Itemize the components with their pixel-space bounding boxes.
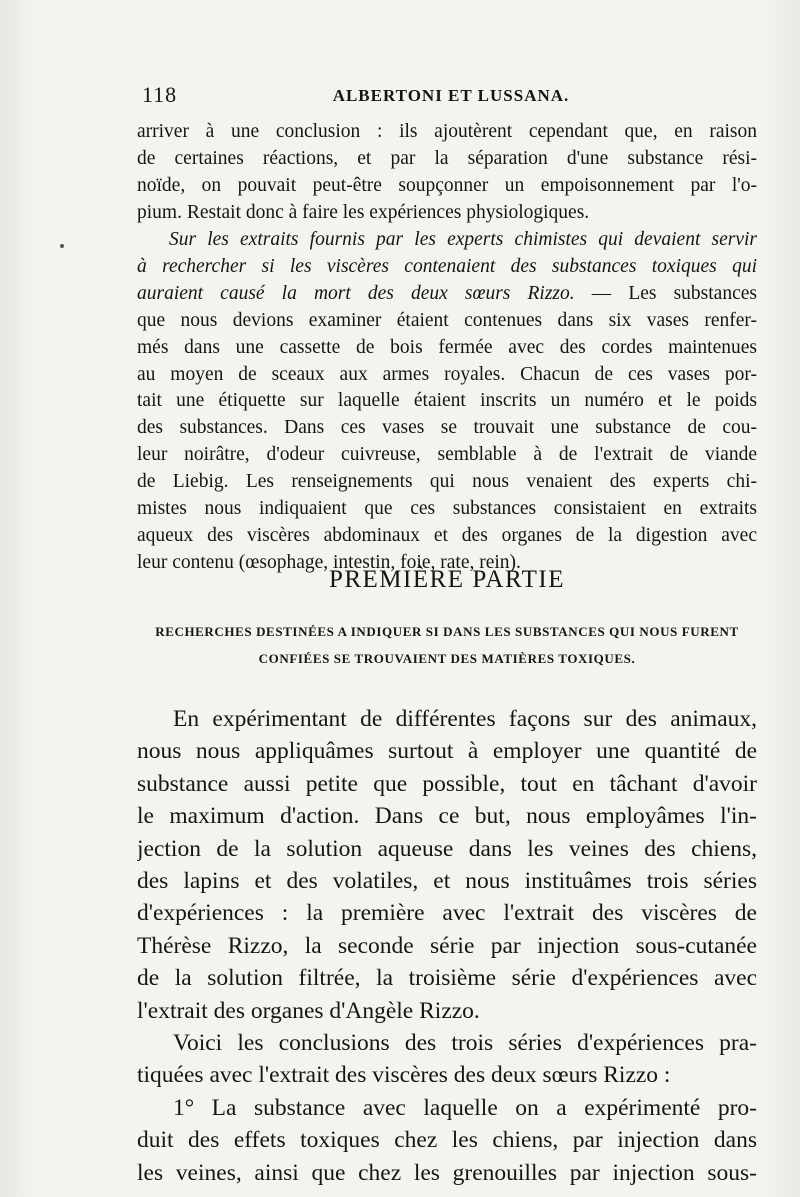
- italic-heading-end: auraient causé la mort des deux sœurs Rizzo.: [137, 282, 575, 304]
- section-subtitle: [137, 618, 757, 672]
- text-line: des substances. Dans ces vases se trouvait une substance de cou-: [137, 417, 757, 439]
- text-line: tiquées avec l'extrait des viscères des deux sœurs Rizzo :: [137, 1062, 671, 1089]
- text-line: le maximum d'action. Dans ce but, nous employâmes l'in-: [137, 803, 757, 830]
- text-line: substance aussi petite que possible, tout en tâchant d'avoir: [137, 770, 757, 797]
- text-line: aqueux des viscères abdominaux et des organes de la digestion avec: [137, 524, 757, 546]
- text-line: pium. Restait donc à faire les expériences physiologiques.: [137, 201, 590, 223]
- italic-heading-line: Sur les extraits fournis par les experts chimistes qui devaient servir: [169, 229, 757, 250]
- text-line: Thérèse Rizzo, la seconde série par injection sous-cutanée: [137, 932, 757, 959]
- body-paragraph-1: [137, 703, 757, 1027]
- text-line: leur noirâtre, d'odeur cuivreuse, semblable à de l'extrait de viande: [137, 444, 757, 466]
- ink-speck: [60, 244, 64, 248]
- text-line: més dans une cassette de bois fermée avec des cordes maintenues: [137, 336, 757, 358]
- text-line: que nous devions examiner étaient contenues dans six vases renfer-: [137, 309, 757, 331]
- section-title: PREMIÈRE PARTIE: [328, 566, 566, 593]
- text-line: duit des effets toxiques chez les chiens, par injection dans: [137, 1127, 757, 1154]
- text-line: mistes nous indiquaient que ces substances consistaient en extraits: [137, 498, 757, 520]
- text-line: tait une étiquette sur laquelle étaient inscrits un numéro et le poids: [137, 390, 757, 412]
- text-line: Voici les conclusions des trois séries d'expériences pra-: [173, 1030, 757, 1056]
- text-line: leur contenu (œsophage, intestin, foie, rate, rein).: [137, 551, 521, 573]
- italic-heading-line: à rechercher si les viscères contenaient des substances toxiques qui: [137, 255, 757, 277]
- body-paragraph-3: [137, 1092, 757, 1189]
- text-line: arriver à une conclusion : ils ajoutèrent cependant que, en raison: [137, 121, 757, 142]
- text-line: [137, 281, 757, 308]
- extraits-paragraph: [137, 227, 757, 577]
- text-line: 1° La substance avec laquelle on a expérimenté pro-: [173, 1095, 757, 1121]
- subtitle-line: RECHERCHES DESTINÉES A INDIQUER SI DANS LES SUBSTANCES QUI NOUS FURENT: [155, 624, 739, 639]
- intro-paragraph: [137, 119, 757, 227]
- dash-text: — Les substances: [574, 282, 757, 304]
- text-line: En expérimentant de différentes façons sur des animaux,: [173, 706, 757, 732]
- text-line: de certaines réactions, et par la séparation d'une substance rési-: [137, 147, 757, 169]
- text-line: jection de la solution aqueuse dans les veines des chiens,: [137, 835, 757, 862]
- text-line: au moyen de sceaux aux armes royales. Chacun de ces vases por-: [137, 363, 757, 385]
- running-head: ALBERTONI ET LUSSANA.: [332, 86, 570, 105]
- text-line: les veines, ainsi que chez les grenouilles par injection sous-: [137, 1159, 757, 1186]
- text-line: l'extrait des organes d'Angèle Rizzo.: [137, 997, 480, 1024]
- text-line: des lapins et des volatiles, et nous instituâmes trois séries: [137, 868, 757, 895]
- page-header: [142, 78, 760, 114]
- text-line: de la solution filtrée, la troisième série d'expériences avec: [137, 965, 757, 992]
- body-paragraph-2: [137, 1027, 757, 1092]
- page-number: 118: [142, 82, 178, 107]
- subtitle-line: CONFIÉES SE TROUVAIENT DES MATIÈRES TOXIQUES.: [258, 651, 636, 666]
- text-line: de Liebig. Les renseignements qui nous venaient des experts chi-: [137, 471, 757, 493]
- text-line: nous nous appliquâmes surtout à employer une quantité de: [137, 738, 757, 765]
- text-line: d'expériences : la première avec l'extrait des viscères de: [137, 900, 757, 927]
- text-line: noïde, on pouvait peut-être soupçonner un empoisonnement par l'o-: [137, 174, 757, 196]
